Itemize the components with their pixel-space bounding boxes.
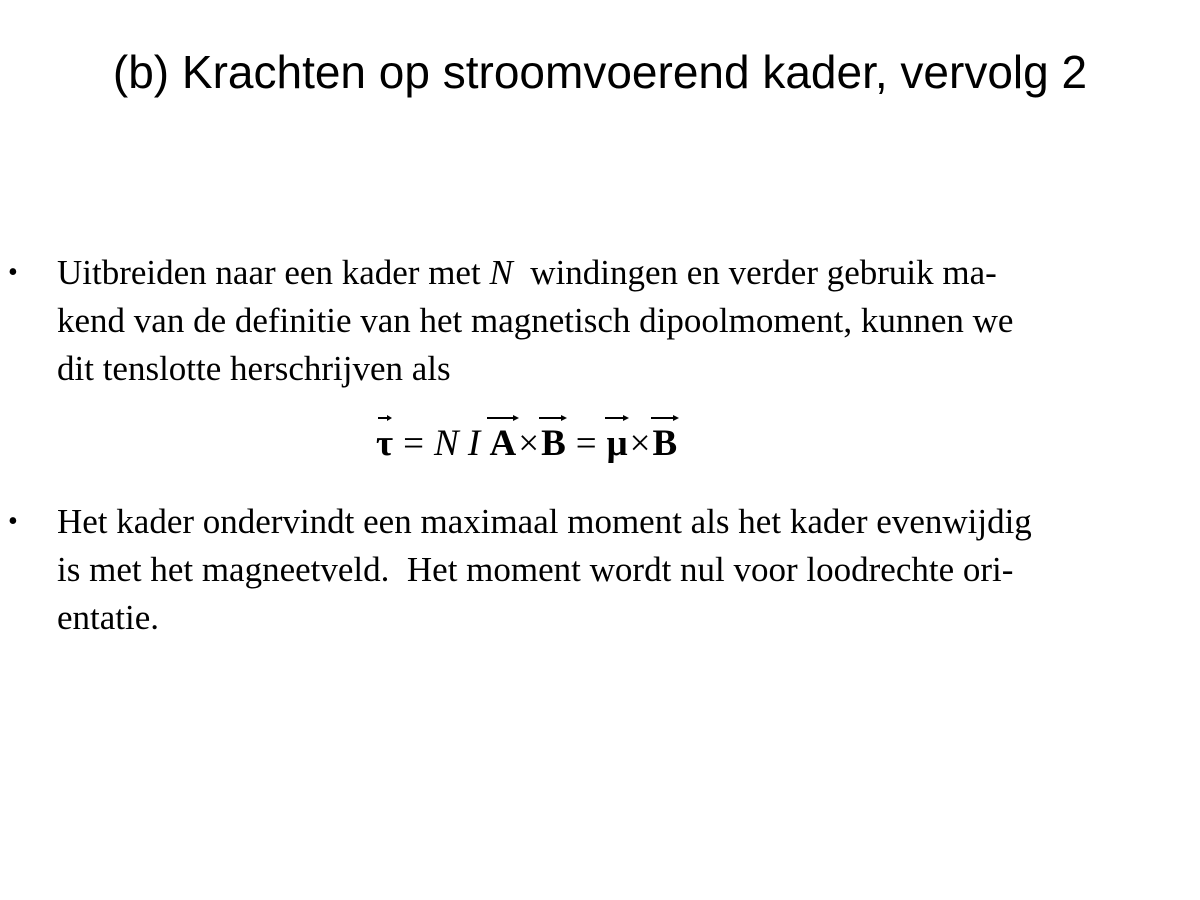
variable-n: N xyxy=(489,253,513,292)
bullet-1-line-3: dit tenslotte herschrijven als xyxy=(57,349,451,388)
torque-formula xyxy=(376,414,677,474)
vector-arrow-icon xyxy=(486,414,520,422)
bullet-1-text-b: windingen en verder gebruik ma- xyxy=(512,253,997,292)
equals-sign: = xyxy=(403,423,424,464)
bullet-marker: • xyxy=(8,506,18,537)
bullet-2-line-3: entatie. xyxy=(57,598,160,637)
vector-mu xyxy=(607,414,628,474)
cross-sign: × xyxy=(518,423,540,464)
a-symbol: A xyxy=(489,423,517,464)
tau-symbol: τ xyxy=(376,423,394,464)
vector-arrow-icon xyxy=(604,414,630,422)
bullet-1-line-1 xyxy=(57,249,997,297)
b-symbol: B xyxy=(541,423,566,464)
variable-n-formula: N xyxy=(433,423,459,464)
vector-b xyxy=(652,414,677,474)
slide-title: (b) Krachten op stroomvoerend kader, vervolg 2 xyxy=(112,46,1088,98)
b-symbol: B xyxy=(652,423,678,464)
bullet-marker: • xyxy=(8,257,18,288)
vector-tau xyxy=(376,414,393,474)
cross-sign: × xyxy=(629,423,651,464)
vector-arrow-icon xyxy=(650,414,680,422)
variable-i: I xyxy=(467,423,481,464)
bullet-1-line-2: kend van de definitie van het magnetisch dipoolmoment, kunnen we xyxy=(57,301,1014,340)
mu-symbol: μ xyxy=(606,423,628,464)
vector-arrow-icon xyxy=(377,414,393,422)
bullet-2-line-2: is met het magneetveld. Het moment wordt nul voor loodrechte ori- xyxy=(57,550,1014,589)
vector-b xyxy=(541,414,566,474)
vector-a xyxy=(489,414,516,474)
vector-arrow-icon xyxy=(538,414,568,422)
bullet-1-text-a: Uitbreiden naar een kader met xyxy=(57,253,490,292)
equals-sign: = xyxy=(575,423,597,464)
bullet-2-line-1: Het kader ondervindt een maximaal moment als het kader evenwijdig xyxy=(57,502,1032,541)
